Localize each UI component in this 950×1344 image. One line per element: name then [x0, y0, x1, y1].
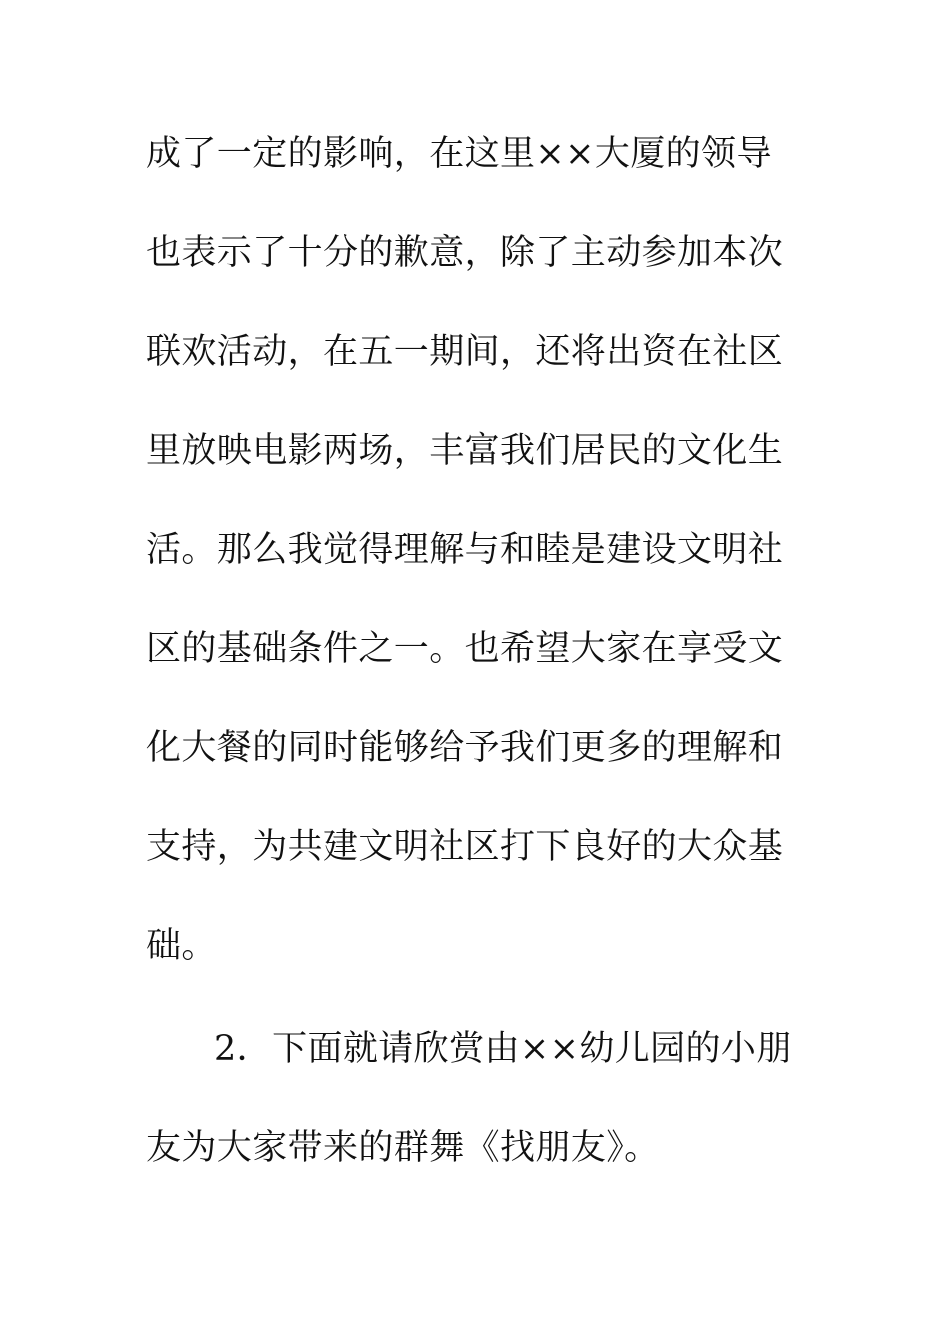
text-line-8: 支持，为共建文明社区打下良好的大众基 — [146, 827, 784, 867]
text-line-9: 础。 — [146, 926, 217, 966]
text-line-11: 友为大家带来的群舞《找朋友》。 — [146, 1128, 660, 1168]
text-line-6: 区的基础条件之一。也希望大家在享受文 — [146, 629, 784, 669]
text-line-4: 里放映电影两场，丰富我们居民的文化生 — [146, 431, 784, 471]
text-line-2: 也表示了十分的歉意，除了主动参加本次 — [146, 233, 784, 273]
text-line-5: 活。那么我觉得理解与和睦是建设文明社 — [146, 530, 784, 570]
text-line-3: 联欢活动，在五一期间，还将出资在社区 — [146, 332, 784, 372]
text-line-1: 成了一定的影响，在这里××大厦的领导 — [146, 134, 772, 174]
text-line-10: 2．下面就请欣赏由××幼儿园的小朋 — [214, 1029, 792, 1069]
text-line-7: 化大餐的同时能够给予我们更多的理解和 — [146, 728, 784, 768]
